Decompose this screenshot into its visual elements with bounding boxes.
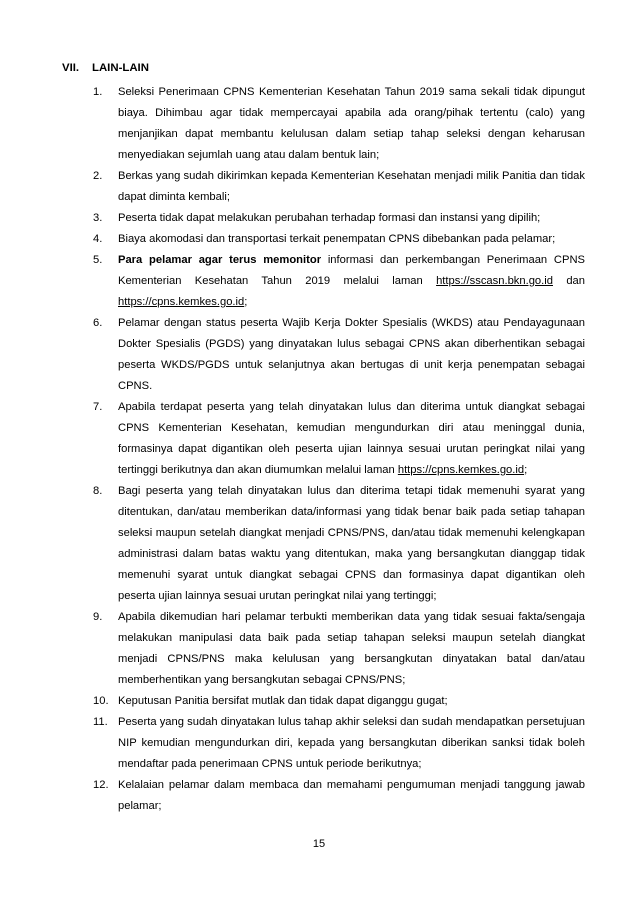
section-number: VII. — [62, 62, 80, 74]
provisions-list — [93, 82, 585, 817]
sscasn-link[interactable]: https://sscasn.bkn.go.id — [436, 275, 553, 287]
item-bold-lead: Para pelamar agar terus memonitor — [118, 254, 322, 266]
item-number: 5. — [93, 254, 103, 266]
list-item — [93, 313, 585, 397]
list-item — [93, 229, 585, 250]
item-number: 11. — [93, 716, 108, 728]
item-number: 12. — [93, 779, 109, 791]
item-text-part: dan — [552, 275, 585, 287]
section-title: LAIN-LAIN — [92, 62, 149, 74]
list-item — [93, 691, 585, 712]
item-text-part: ; — [524, 464, 528, 476]
item-text: Biaya akomodasi dan transportasi terkait penempatan CPNS dibebankan pada pelamar; — [118, 233, 556, 245]
item-number: 2. — [93, 170, 103, 182]
cpns-kemkes-link[interactable]: https://cpns.kemkes.go.id — [118, 296, 245, 308]
item-number: 10. — [93, 695, 109, 707]
item-text-part: ; — [244, 296, 248, 308]
item-text: Keputusan Panitia bersifat mutlak dan tidak dapat diganggu gugat; — [118, 695, 448, 707]
list-item — [93, 82, 585, 166]
list-item — [93, 775, 585, 817]
item-text-part: Apabila terdapat peserta yang telah dinyatakan lulus dan diterima untuk diangkat sebagai CPNS Kementerian Kesehatan, kemudian mengundurkan diri atau meninggal dunia, formasinya dapat digantikan oleh peserta ujian lainnya sesuai urutan peringkat nilai yang tertinggi berikutnya dan akan diumumkan melalui laman — [118, 401, 585, 476]
list-item — [93, 607, 585, 691]
item-number: 4. — [93, 233, 103, 245]
list-item — [93, 208, 585, 229]
item-number: 8. — [93, 485, 103, 497]
list-item — [93, 166, 585, 208]
item-text: Peserta yang sudah dinyatakan lulus tahap akhir seleksi dan sudah mendapatkan persetujuan NIP kemudian mengundurkan diri, kepada yang bersangkutan diberikan sanksi tidak boleh mendaftar pada penerimaan CPNS untuk periode berikutnya; — [118, 716, 585, 770]
list-item — [93, 712, 585, 775]
item-text — [118, 397, 585, 481]
page-number: 15 — [312, 838, 326, 850]
item-number: 1. — [93, 86, 103, 98]
item-text-part: informasi dan perkembangan Penerimaan CPNS Kementerian Kesehatan Tahun 2019 melalui laman — [118, 254, 585, 287]
item-text: Seleksi Penerimaan CPNS Kementerian Kesehatan Tahun 2019 sama sekali tidak dipungut biaya. Dihimbau agar tidak mempercayai apabila ada orang/pihak tertentu (calo) yang menjanjikan dapat membantu kelulusan dalam setiap tahap seleksi dengan keharusan menyediakan sejumlah uang atau dalam bentuk lain; — [118, 86, 585, 161]
item-number: 3. — [93, 212, 103, 224]
item-text: Berkas yang sudah dikirimkan kepada Kementerian Kesehatan menjadi milik Panitia dan tidak dapat diminta kembali; — [118, 170, 585, 203]
item-text: Peserta tidak dapat melakukan perubahan terhadap formasi dan instansi yang dipilih; — [118, 212, 541, 224]
item-number: 9. — [93, 611, 103, 623]
list-item — [93, 397, 585, 481]
list-item — [93, 250, 585, 313]
item-text: Kelalaian pelamar dalam membaca dan memahami pengumuman menjadi tanggung jawab pelamar; — [118, 779, 585, 812]
list-item — [93, 481, 585, 607]
cpns-kemkes-link[interactable]: https://cpns.kemkes.go.id — [397, 464, 525, 476]
section-heading — [62, 60, 149, 76]
item-text — [118, 250, 585, 313]
item-number: 6. — [93, 317, 103, 329]
item-text: Apabila dikemudian hari pelamar terbukti memberikan data yang tidak sesuai fakta/sengaja melakukan manipulasi data baik pada setiap tahapan seleksi maupun setelah diangkat menjadi CPNS/PNS maka kelulusan yang bersangkutan dinyatakan batal dan/atau memberhentikan yang bersangkutan sebagai CPNS/PNS; — [118, 611, 585, 686]
item-text: Bagi peserta yang telah dinyatakan lulus dan diterima tetapi tidak memenuhi syarat yang ditentukan, dan/atau memberikan data/informasi yang tidak benar baik pada setiap tahapan seleksi maupun setelah diangkat menjadi CPNS/PNS, dan/atau tidak memenuhi kelengkapan administrasi dalam batas waktu yang ditentukan, maka yang bersangkutan dianggap tidak memenuhi syarat untuk diangkat sebagai CPNS dan formasinya dapat digantikan oleh peserta ujian lainnya sesuai urutan peringkat nilai yang tertinggi; — [118, 485, 585, 602]
item-text: Pelamar dengan status peserta Wajib Kerja Dokter Spesialis (WKDS) atau Pendayagunaan Dokter Spesialis (PGDS) yang dinyatakan lulus sebagai CPNS akan diberhentikan sebagai peserta WKDS/PGDS untuk selanjutnya akan bertugas di unit kerja penempatan sebagai CPNS. — [118, 317, 585, 392]
item-number: 7. — [93, 401, 103, 413]
